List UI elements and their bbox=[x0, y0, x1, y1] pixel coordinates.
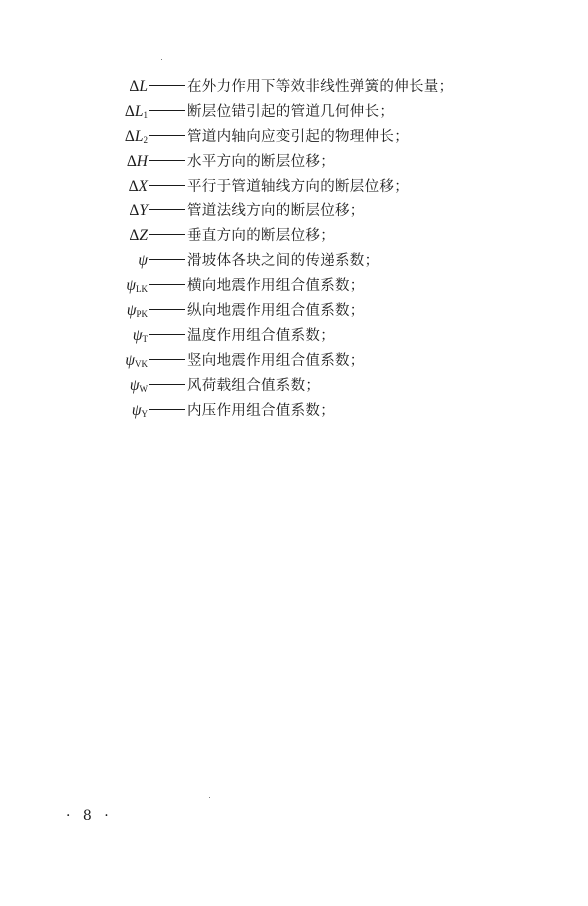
symbol-row bbox=[0, 324, 588, 349]
symbol-subscript: 2 bbox=[143, 134, 148, 145]
symbol-row bbox=[0, 374, 588, 399]
symbol-base: X bbox=[138, 177, 148, 195]
symbol-base: L bbox=[134, 102, 144, 120]
symbol-description: 管道内轴向应变引起的物理伸长； bbox=[187, 128, 409, 145]
symbol bbox=[0, 224, 148, 249]
symbol-subscript: T bbox=[142, 333, 148, 344]
symbol-description: 在外力作用下等效非线性弹簧的伸长量； bbox=[187, 79, 454, 95]
symbol-row bbox=[0, 224, 588, 249]
symbol-description: 垂直方向的断层位移； bbox=[187, 228, 335, 245]
symbol bbox=[0, 150, 148, 175]
symbol-base: ψ bbox=[132, 326, 143, 344]
symbol-description: 平行于管道轴线方向的断层位移； bbox=[187, 178, 409, 195]
symbol bbox=[0, 75, 148, 100]
symbol-base: Y bbox=[139, 202, 148, 220]
symbol-row bbox=[0, 175, 588, 200]
symbol bbox=[0, 399, 148, 424]
em-dash-separator bbox=[149, 209, 185, 210]
delta-sign: Δ bbox=[129, 227, 140, 245]
symbol-row bbox=[0, 274, 588, 299]
symbol-base: ψ bbox=[126, 277, 136, 295]
em-dash-separator bbox=[149, 135, 185, 136]
symbol-base: ψ bbox=[138, 252, 148, 270]
symbol-row bbox=[0, 299, 588, 324]
symbol-row bbox=[0, 100, 588, 125]
symbol-row bbox=[0, 150, 588, 175]
symbol-description: 横向地震作用组合值系数； bbox=[187, 278, 365, 295]
em-dash-separator bbox=[149, 234, 185, 235]
symbol-definition-list bbox=[0, 75, 588, 423]
symbol-subscript: PK bbox=[136, 309, 148, 320]
symbol-subscript: W bbox=[139, 383, 148, 394]
symbol bbox=[0, 349, 148, 374]
em-dash-separator bbox=[149, 409, 185, 410]
delta-sign: Δ bbox=[129, 78, 140, 95]
symbol-subscript: 1 bbox=[143, 109, 148, 120]
em-dash-separator bbox=[149, 110, 185, 111]
symbol bbox=[0, 299, 148, 324]
symbol-base: L bbox=[134, 127, 144, 145]
symbol bbox=[0, 324, 148, 349]
em-dash-separator bbox=[149, 384, 185, 385]
em-dash-separator bbox=[149, 85, 185, 86]
symbol-description: 滑坡体各块之间的传递系数； bbox=[187, 253, 380, 270]
em-dash-separator bbox=[149, 334, 185, 335]
symbol bbox=[0, 175, 148, 200]
em-dash-separator bbox=[149, 284, 185, 285]
symbol-description: 纵向地震作用组合值系数； bbox=[187, 303, 365, 320]
symbol-base: ψ bbox=[129, 376, 140, 394]
symbol-base: L bbox=[139, 78, 148, 95]
symbol bbox=[0, 125, 148, 150]
symbol bbox=[0, 274, 148, 299]
symbol-description: 断层位错引起的管道几何伸长； bbox=[187, 103, 395, 120]
symbol-subscript: VK bbox=[135, 358, 148, 369]
symbol bbox=[0, 100, 148, 125]
em-dash-separator bbox=[149, 185, 185, 186]
symbol-description: 管道法线方向的断层位移； bbox=[187, 203, 365, 220]
symbol-description: 水平方向的断层位移； bbox=[187, 153, 335, 170]
symbol bbox=[0, 374, 148, 399]
delta-sign: Δ bbox=[124, 102, 135, 120]
symbol-subscript: LK bbox=[136, 284, 148, 295]
em-dash-separator bbox=[149, 160, 185, 161]
delta-sign: Δ bbox=[129, 202, 140, 220]
scan-speck bbox=[209, 797, 210, 798]
symbol-base: ψ bbox=[125, 351, 135, 369]
symbol-base: ψ bbox=[131, 401, 142, 419]
em-dash-separator bbox=[149, 309, 185, 310]
delta-sign: Δ bbox=[126, 152, 137, 170]
symbol-row bbox=[0, 399, 588, 424]
symbol-row bbox=[0, 75, 588, 100]
em-dash-separator bbox=[149, 359, 185, 360]
symbol bbox=[0, 199, 148, 224]
page-number: · 8 · bbox=[66, 808, 113, 824]
symbol-row bbox=[0, 125, 588, 150]
delta-sign: Δ bbox=[128, 177, 139, 195]
symbol-row bbox=[0, 349, 588, 374]
symbol-description: 风荷载组合值系数； bbox=[187, 377, 321, 394]
symbol bbox=[0, 249, 148, 274]
symbol-description: 内压作用组合值系数； bbox=[187, 402, 335, 419]
symbol-base: ψ bbox=[126, 302, 137, 320]
symbol-description: 竖向地震作用组合值系数； bbox=[187, 352, 365, 369]
scan-speck bbox=[161, 59, 162, 60]
symbol-row bbox=[0, 249, 588, 274]
em-dash-separator bbox=[149, 259, 185, 260]
symbol-base: Z bbox=[139, 227, 148, 245]
symbol-base: H bbox=[136, 152, 148, 170]
symbol-row bbox=[0, 199, 588, 224]
symbol-description: 温度作用组合值系数； bbox=[187, 327, 335, 344]
delta-sign: Δ bbox=[124, 127, 135, 145]
symbol-subscript: Y bbox=[141, 408, 148, 419]
